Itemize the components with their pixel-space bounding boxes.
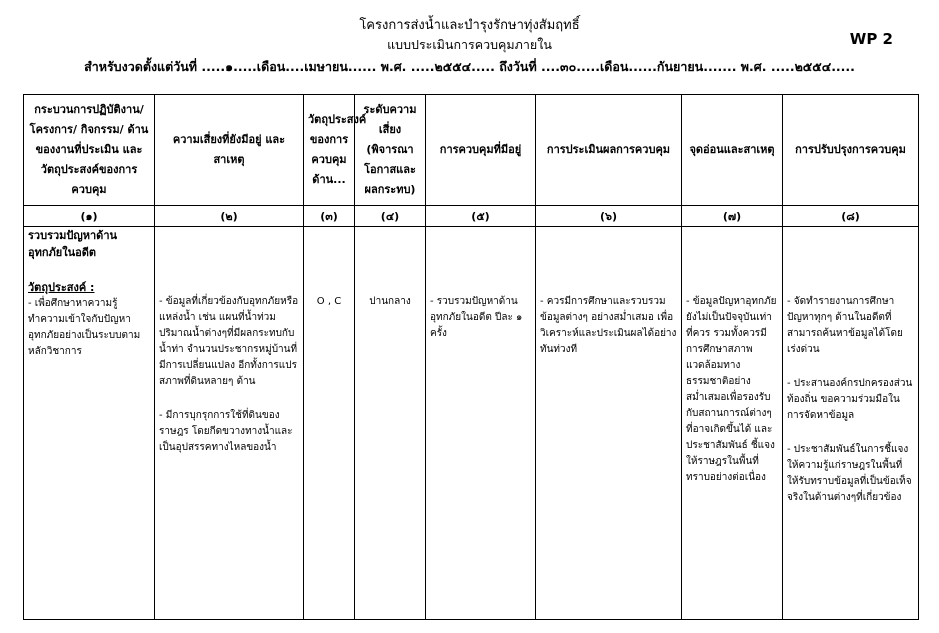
improvement-item: - จัดทำรายงานการศึกษาปัญหาทุกๆ ด้านในอดีตที่สามารถค้นหาข้อมูลได้โดยเร่งด่วน <box>787 296 903 355</box>
improvement-cell <box>783 227 919 620</box>
col-header-objective: วัตถุประสงค์ของการควบคุม ด้าน... <box>304 95 355 206</box>
col-header-improvement: การปรับปรุงการควบคุม <box>783 95 919 206</box>
evaluation-cell <box>536 227 682 620</box>
col-number: (๑) <box>24 206 155 227</box>
col-header-weakness: จุดอ่อนและสาเหตุ <box>682 95 783 206</box>
objective-type: O , C <box>316 296 342 307</box>
table-header-row <box>24 95 919 206</box>
org-title: โครงการส่งน้ำและบำรุงรักษาทุ่งสัมฤทธิ์ <box>359 18 580 33</box>
risk-cell <box>155 227 304 620</box>
evaluation: - ควรมีการศึกษาและรวบรวมข้อมูลต่างๆ อย่างสม่ำเสมอ เพื่อวิเคราะห์และประเมินผลได้อย่างทันท่วงที <box>540 296 677 355</box>
existing-control: - รวบรวมปัญหาด้านอุทกภัยในอดีต ปีละ ๑ ครั้ง <box>430 296 523 339</box>
col-number: (๕) <box>426 206 536 227</box>
objective-text: - เพื่อศึกษาหาความรู้ ทำความเข้าใจกับปัญหาอุทกภัยอย่างเป็นระบบตามหลักวิชาการ <box>28 298 141 357</box>
weakness: - ข้อมูลปัญหาอุทกภัยยังไม่เป็นปัจจุบันเท่าที่ควร รวมทั้งควรมีการศึกษาสภาพแวดล้อมทางธรรมชาติอย่างสม่ำเสมอเพื่อรองรับกับสถานการณ์ต่างๆที่อาจเกิดขึ้นได้ และประชาสัมพันธ์ ชี้แจงให้ราษฎรในพื้นที่ทราบอย่างต่อเนื่อง <box>686 296 777 483</box>
improvement-item: - ประสานองค์กรปกครองส่วนท้องถิ่น ขอความร่วมมือในการจัดหาข้อมูล <box>787 378 913 421</box>
weakness-cell <box>682 227 783 620</box>
col-header-process: กระบวนการปฏิบัติงาน/ โครงการ/ กิจกรรม/ ด้านของงานที่ประเมิน และวัตถุประสงค์ของการควบคุม <box>24 95 155 206</box>
col-header-risk: ความเสี่ยงที่ยังมีอยู่ และสาเหตุ <box>155 95 304 206</box>
control-assessment-table <box>23 94 919 620</box>
table-row <box>24 227 919 620</box>
col-number: (๒) <box>155 206 304 227</box>
period-line: สำหรับงวดตั้งแต่วันที่ .....๑.....เดือน....เมษายน...... พ.ศ. .....๒๕๕๔..... ถึงวันที่ ....๓๐.....เดือน......กันยายน....... พ.ศ. .....๒๕๕๔..... <box>84 59 855 74</box>
risk-item: - ข้อมูลที่เกี่ยวข้องกับอุทกภัยหรือแหล่งน้ำ เช่น แผนที่น้ำท่วม ปริมาณน้ำต่างๆที่มีผลกระทบกับน้ำท่า จำนวนประชากรหมู่บ้านที่มีการเปลี่ยนแปลง อีกทั้งการแปรสภาพที่ดินหลายๆ ด้าน <box>159 296 299 387</box>
form-code: WP 2 <box>849 30 893 48</box>
risk-level-cell <box>355 227 426 620</box>
col-header-evaluation: การประเมินผลการควบคุม <box>536 95 682 206</box>
col-number: (๘) <box>783 206 919 227</box>
col-number: (๖) <box>536 206 682 227</box>
col-number: (๓) <box>304 206 355 227</box>
col-header-existing-control: การควบคุมที่มีอยู่ <box>426 95 536 206</box>
col-number: (๔) <box>355 206 426 227</box>
col-header-risk-level: ระดับความเสี่ยง (พิจารณาโอกาสและผลกระทบ) <box>355 95 426 206</box>
form-title: แบบประเมินการควบคุมภายใน <box>387 37 552 52</box>
column-number-row <box>24 206 919 227</box>
col-number: (๗) <box>682 206 783 227</box>
objective-type-cell <box>304 227 355 620</box>
process-title: รวบรวมปัญหาด้านอุทกภัยในอดีต <box>28 229 118 259</box>
existing-control-cell <box>426 227 536 620</box>
improvement-item: - ประชาสัมพันธ์ในการชี้แจงให้ความรู้แก่ราษฎรในพื้นที่ ให้รับทราบข้อมูลที่เป็นข้อเท็จจริงในด้านต่างๆที่เกี่ยวข้อง <box>787 444 912 503</box>
risk-level: ปานกลาง <box>369 296 411 307</box>
objective-label: วัตถุประสงค์ : <box>28 281 95 294</box>
risk-item: - มีการบุกรุกการใช้ที่ดินของราษฎร โดยกีดขวางทางน้ำและเป็นอุปสรรคทางไหลของน้ำ <box>159 410 293 453</box>
process-cell <box>24 227 155 620</box>
